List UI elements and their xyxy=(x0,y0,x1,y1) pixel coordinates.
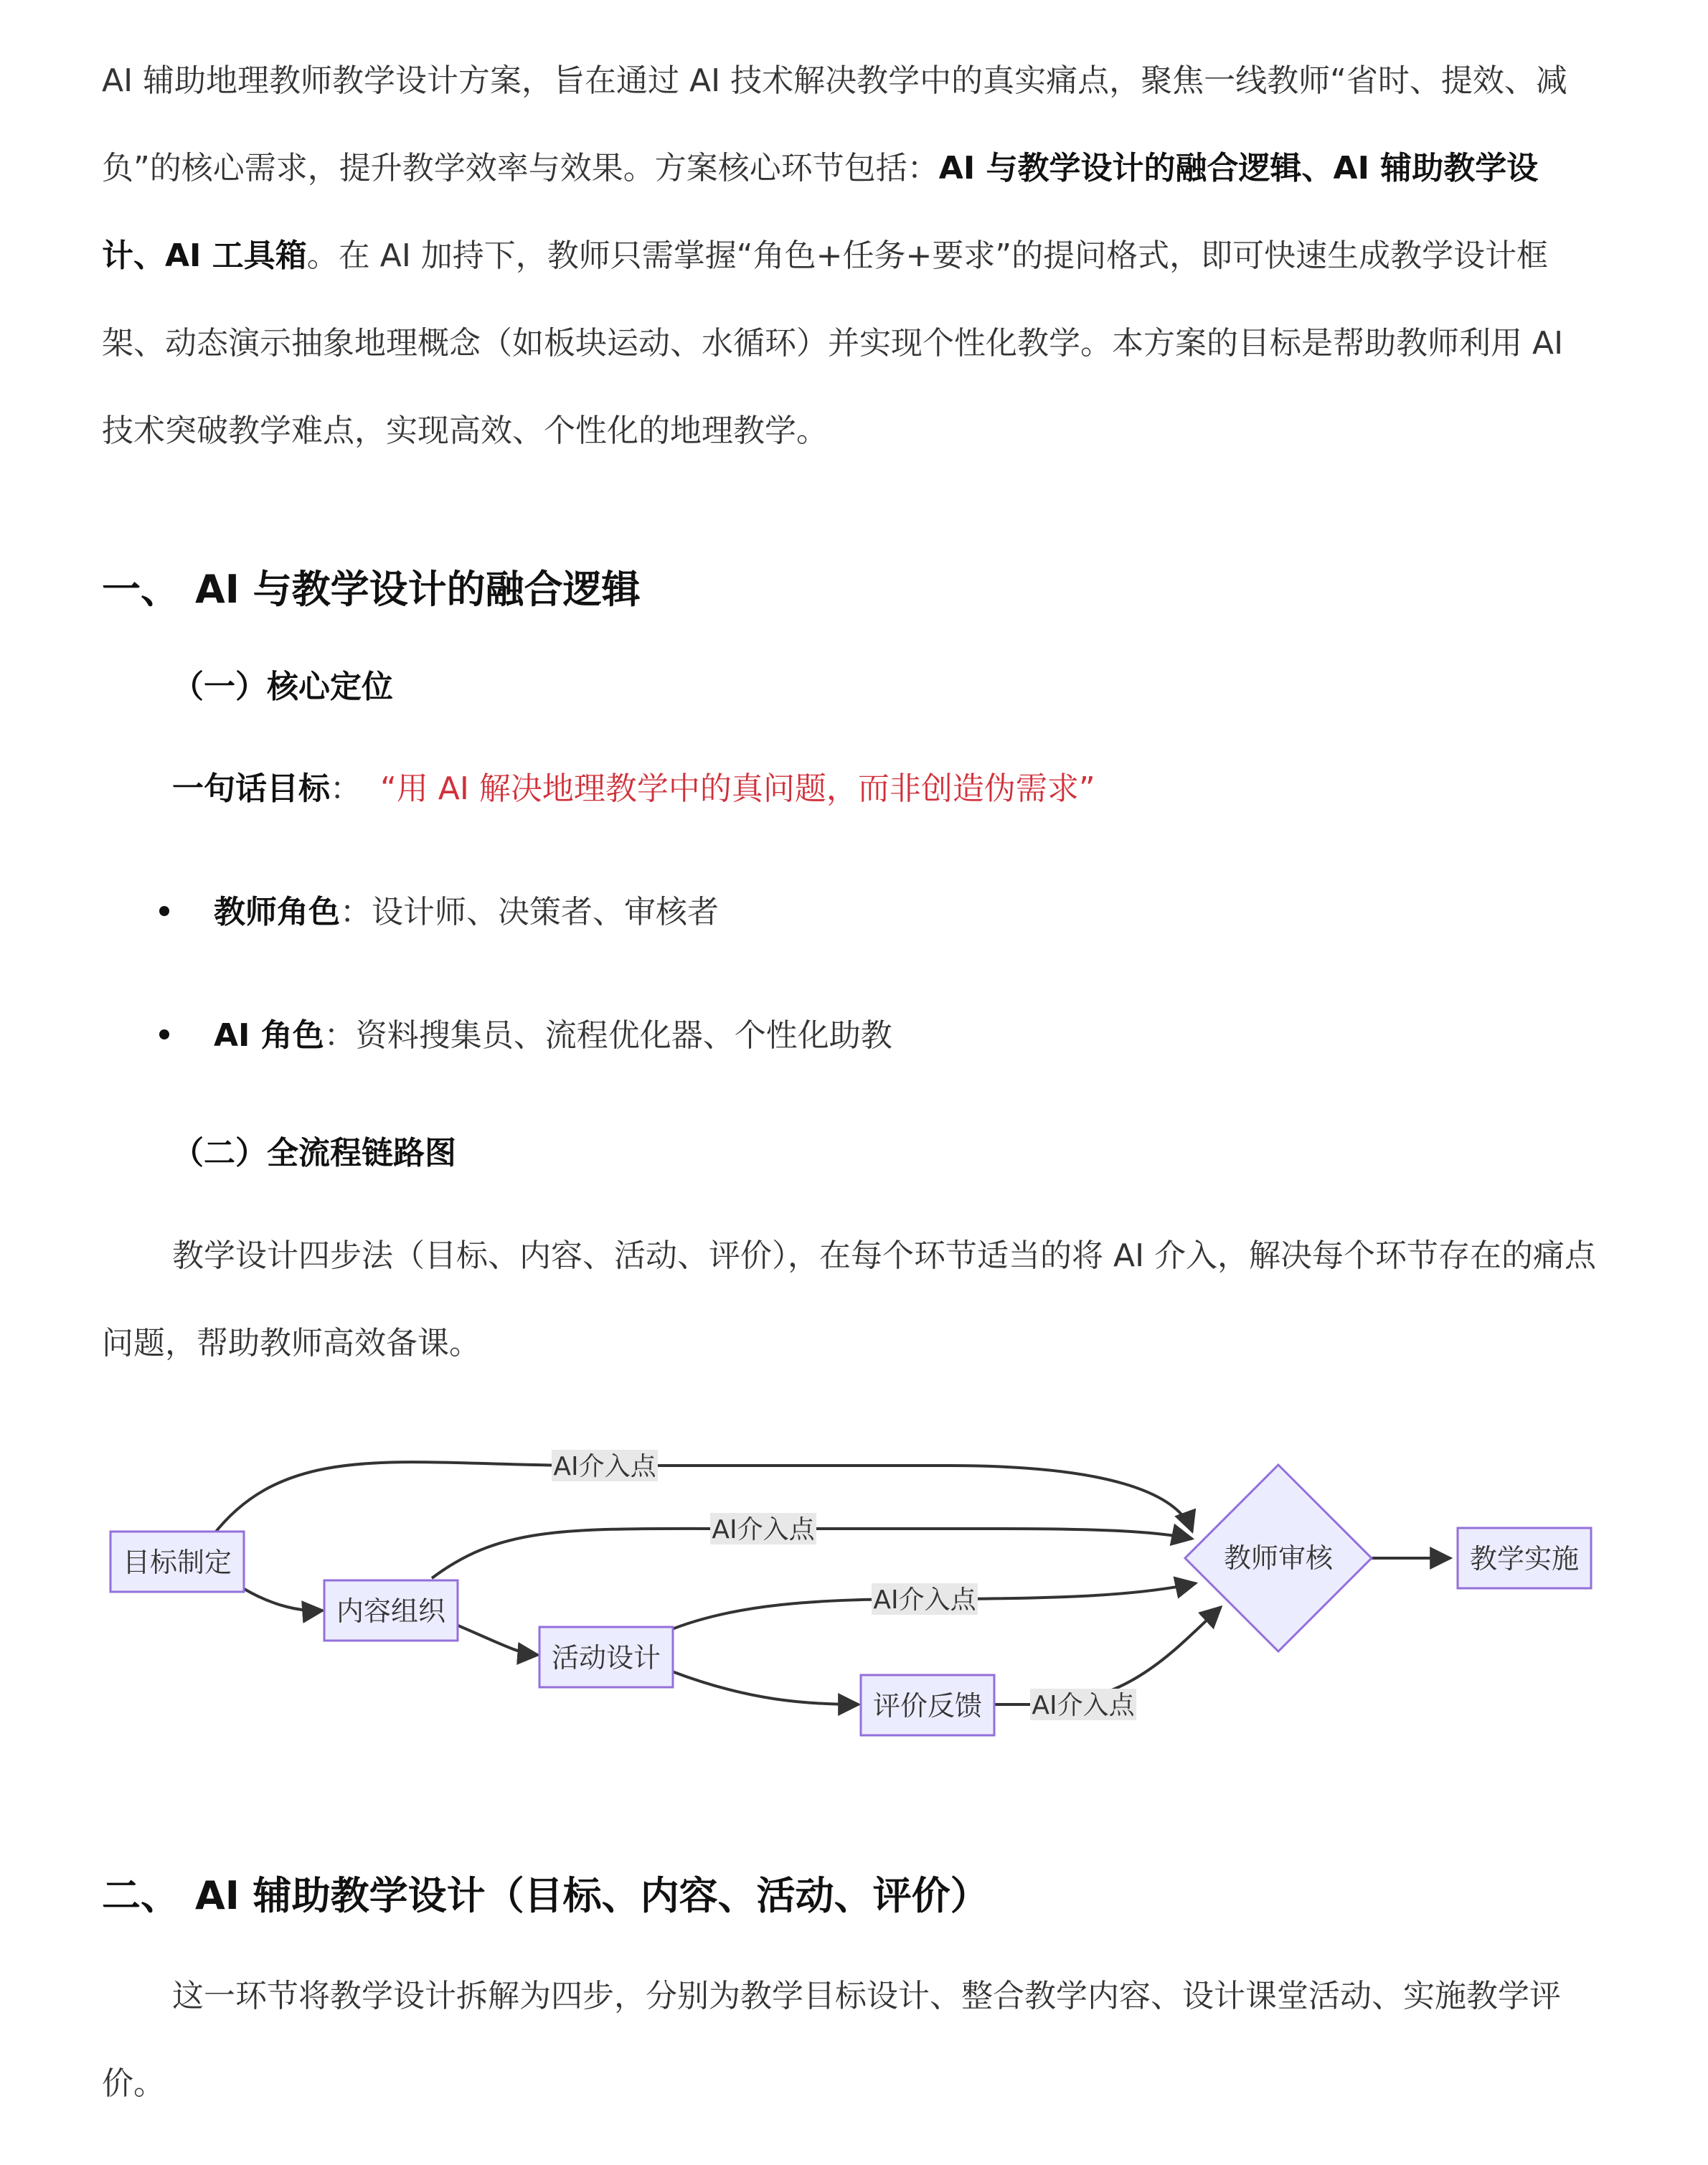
bullet-label: AI 角色 xyxy=(214,1017,324,1054)
four-step-paragraph: 教学设计四步法（目标、内容、活动、评价），在每个环节适当的将 AI 介入，解决每个环节存在的痛点问题，帮助教师高效备课。 xyxy=(102,1237,1597,1362)
intro-text-1: AI 辅助地理教师教学设计方案，旨在通过 AI 技术解决教学中的真实痛点，聚焦一线教师“省时、提效、减负”的核心需求，提升教学效率与效果。方案核心环节包括： xyxy=(102,62,1567,187)
one-sentence-goal xyxy=(172,768,1095,811)
node-activity-label: 活动设计 xyxy=(551,1642,661,1674)
intro-text-2: 。在 AI 加持下，教师只需掌握“角色+任务+要求”的提问格式，即可快速生成教学设计框架、动态演示抽象地理概念（如板块运动、水循环）并实现个性化教学。本方案的目标是帮助教师利用 AI 技术突破教学难点，实现高效、个性化的地理教学。 xyxy=(102,237,1564,449)
bullet-dot-icon xyxy=(159,906,169,916)
edge-goal-content xyxy=(242,1588,323,1610)
intro-bold-text: AI 与教学设计的融合逻辑、AI 辅助教学设计、AI 工具箱 xyxy=(102,150,1539,274)
goal-quote: “用 AI 解决地理教学中的真问题，而非创造伪需求” xyxy=(380,770,1095,807)
edge-label-1: AI介入点 xyxy=(553,1452,656,1481)
section-1-number: 一、 xyxy=(102,567,179,612)
edge-label-3: AI介入点 xyxy=(873,1585,976,1615)
flowchart-svg xyxy=(102,1424,1608,1761)
node-evaluation-label: 评价反馈 xyxy=(872,1690,983,1722)
node-content-label: 内容组织 xyxy=(336,1595,446,1627)
section-1-title: AI 与教学设计的融合逻辑 xyxy=(195,567,641,612)
subsection-core-positioning: （一）核心定位 xyxy=(172,669,393,705)
edge-goal-review xyxy=(213,1462,1192,1535)
goal-label: 一句话目标 xyxy=(172,770,330,807)
intro-paragraph xyxy=(102,37,1601,475)
section-2-number: 二、 xyxy=(102,1873,179,1918)
node-goal-label: 目标制定 xyxy=(122,1547,232,1578)
edge-label-2: AI介入点 xyxy=(712,1515,815,1544)
goal-colon: ： xyxy=(330,770,362,807)
flowchart xyxy=(102,1424,1608,1761)
section-1-heading xyxy=(102,565,641,615)
bullet-teacher-role xyxy=(159,891,719,934)
subsection-flow-diagram: （二）全流程链路图 xyxy=(172,1135,456,1171)
bullet-text: ：资料搜集员、流程优化器、个性化助教 xyxy=(324,1017,892,1054)
edge-activity-evaluation xyxy=(672,1671,859,1704)
section-2-title: AI 辅助教学设计（目标、内容、活动、评价） xyxy=(195,1873,989,1918)
bullet-ai-role xyxy=(159,1014,892,1057)
node-implement-label: 教学实施 xyxy=(1469,1543,1580,1575)
section-2-heading xyxy=(102,1871,989,1921)
node-review-label: 教师审核 xyxy=(1223,1542,1334,1574)
bullet-label: 教师角色 xyxy=(214,894,340,930)
edge-content-activity xyxy=(455,1624,538,1655)
section-2-paragraph: 这一环节将教学设计拆解为四步，分别为教学目标设计、整合教学内容、设计课堂活动、实施教学评价。 xyxy=(102,1978,1561,2102)
edge-label-4: AI介入点 xyxy=(1032,1691,1135,1720)
bullet-dot-icon xyxy=(159,1029,169,1039)
bullet-text: ：设计师、决策者、审核者 xyxy=(340,894,719,930)
